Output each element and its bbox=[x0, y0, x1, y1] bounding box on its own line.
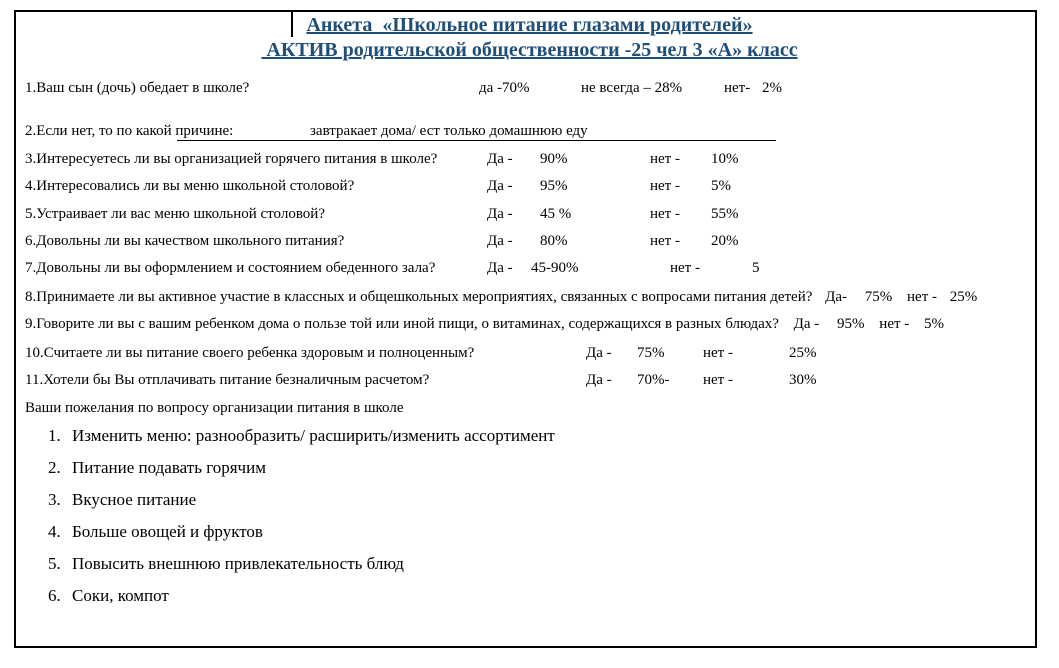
question-8-text: 8.Принимаете ли вы активное участие в классных и общешкольных мероприятиях, связанных с вопросами питания детей? bbox=[25, 289, 813, 305]
question-2-blank-line bbox=[177, 122, 776, 141]
wish-item-text: Соки, компот bbox=[72, 586, 169, 605]
question-5-yes-value: 45 % bbox=[540, 206, 572, 222]
question-8-no-value: 25% bbox=[949, 289, 978, 305]
question-3 bbox=[0, 150, 1059, 170]
wish-item-number: 4. bbox=[48, 522, 61, 541]
question-10-no-value: 25% bbox=[789, 345, 817, 361]
question-4 bbox=[0, 177, 1059, 197]
question-7-yes-value: 45-90% bbox=[531, 260, 579, 276]
question-5-text: 5.Устраивает ли вас меню школьной столовой? bbox=[25, 206, 325, 222]
question-9-yes-value: 95% bbox=[837, 316, 865, 332]
question-8 bbox=[0, 288, 1059, 308]
question-3-text: 3.Интересуетесь ли вы организацией горячего питания в школе? bbox=[25, 151, 438, 167]
question-7-yes-label: Да - bbox=[487, 260, 513, 276]
wish-item-text: Питание подавать горячим bbox=[72, 458, 266, 477]
question-11-no-label: нет - bbox=[703, 372, 733, 388]
question-8-no-label: нет - bbox=[907, 289, 938, 305]
question-10-yes-label: Да - bbox=[586, 345, 612, 361]
wish-item bbox=[0, 489, 1059, 513]
question-6-yes-value: 80% bbox=[540, 233, 568, 249]
question-9 bbox=[0, 315, 1059, 335]
document-title: Анкета «Школьное питание глазами родителей» bbox=[306, 14, 753, 36]
question-11-yes-label: Да - bbox=[586, 372, 612, 388]
question-5-no-label: нет - bbox=[650, 206, 680, 222]
wishes-heading: Ваши пожелания по вопросу организации питания в школе bbox=[25, 400, 404, 416]
question-1-answer-not-always: не всегда – 28% bbox=[581, 80, 683, 96]
question-2-text: 2.Если нет, то по какой причине: bbox=[25, 123, 234, 139]
wish-item-number: 5. bbox=[48, 554, 61, 573]
question-8-yes-label: Да- bbox=[825, 289, 848, 305]
question-9-line bbox=[25, 315, 944, 334]
question-11 bbox=[0, 371, 1059, 391]
question-10-text: 10.Считаете ли вы питание своего ребенка здоровым и полноценным? bbox=[25, 345, 475, 361]
question-4-yes-label: Да - bbox=[487, 178, 513, 194]
question-7-no-value: 5 bbox=[752, 260, 760, 276]
question-9-yes-label: Да - bbox=[793, 316, 820, 332]
question-3-no-label: нет - bbox=[650, 151, 680, 167]
question-5-yes-label: Да - bbox=[487, 206, 513, 222]
wish-item-text: Изменить меню: разнообразить/ расширить/изменить ассортимент bbox=[72, 426, 555, 445]
question-10-no-label: нет - bbox=[703, 345, 733, 361]
wish-item bbox=[0, 521, 1059, 545]
wish-item-number: 6. bbox=[48, 586, 61, 605]
wish-item bbox=[0, 425, 1059, 449]
question-4-no-label: нет - bbox=[650, 178, 680, 194]
question-5 bbox=[0, 205, 1059, 225]
question-11-no-value: 30% bbox=[789, 372, 817, 388]
question-3-yes-value: 90% bbox=[540, 151, 568, 167]
question-1-answer-no-value: 2% bbox=[762, 80, 782, 96]
wish-item bbox=[0, 553, 1059, 577]
wish-item-text: Вкусное питание bbox=[72, 490, 197, 509]
question-6 bbox=[0, 232, 1059, 252]
question-2-blank-answer: завтракает дома/ ест только домашнюю еду bbox=[310, 123, 588, 139]
question-3-no-value: 10% bbox=[711, 151, 739, 167]
question-11-yes-value: 70%- bbox=[637, 372, 670, 388]
document-subtitle: АКТИВ родительской общественности -25 чел 3 «А» класс bbox=[261, 39, 798, 61]
question-11-text: 11.Хотели бы Вы отплачивать питание безналичным расчетом? bbox=[25, 372, 430, 388]
wish-item-number: 1. bbox=[48, 426, 61, 445]
question-7-text: 7.Довольны ли вы оформлением и состоянием обеденного зала? bbox=[25, 260, 436, 276]
question-9-no-value: 5% bbox=[924, 316, 945, 332]
question-4-text: 4.Интересовались ли вы меню школьной столовой? bbox=[25, 178, 355, 194]
question-4-no-value: 5% bbox=[711, 178, 731, 194]
wish-item bbox=[0, 585, 1059, 609]
question-6-no-label: нет - bbox=[650, 233, 680, 249]
question-5-no-value: 55% bbox=[711, 206, 739, 222]
wish-item bbox=[0, 457, 1059, 481]
question-1-answer-no-label: нет- bbox=[724, 80, 751, 96]
question-1-answer-yes: да -70% bbox=[479, 80, 530, 96]
question-2 bbox=[0, 122, 1059, 142]
question-7-no-label: нет - bbox=[670, 260, 700, 276]
wish-item-text: Повысить внешнюю привлекательность блюд bbox=[72, 554, 404, 573]
wishes-heading-row bbox=[0, 399, 1059, 419]
question-1-text: 1.Ваш сын (дочь) обедает в школе? bbox=[25, 80, 250, 96]
question-10 bbox=[0, 344, 1059, 364]
question-9-no-label: нет - bbox=[879, 316, 910, 332]
question-1 bbox=[0, 79, 1059, 99]
question-7 bbox=[0, 259, 1059, 279]
question-8-line bbox=[25, 288, 977, 307]
question-8-yes-value: 75% bbox=[864, 289, 893, 305]
wish-item-number: 2. bbox=[48, 458, 61, 477]
question-3-yes-label: Да - bbox=[487, 151, 513, 167]
question-6-yes-label: Да - bbox=[487, 233, 513, 249]
wish-item-text: Больше овощей и фруктов bbox=[72, 522, 263, 541]
wish-item-number: 3. bbox=[48, 490, 61, 509]
question-4-yes-value: 95% bbox=[540, 178, 568, 194]
question-6-no-value: 20% bbox=[711, 233, 739, 249]
question-10-yes-value: 75% bbox=[637, 345, 665, 361]
question-6-text: 6.Довольны ли вы качеством школьного питания? bbox=[25, 233, 345, 249]
question-9-text: 9.Говорите ли вы с вашим ребенком дома о пользе той или иной пищи, о витаминах, содержащихся в разных блюдах? bbox=[25, 316, 779, 332]
